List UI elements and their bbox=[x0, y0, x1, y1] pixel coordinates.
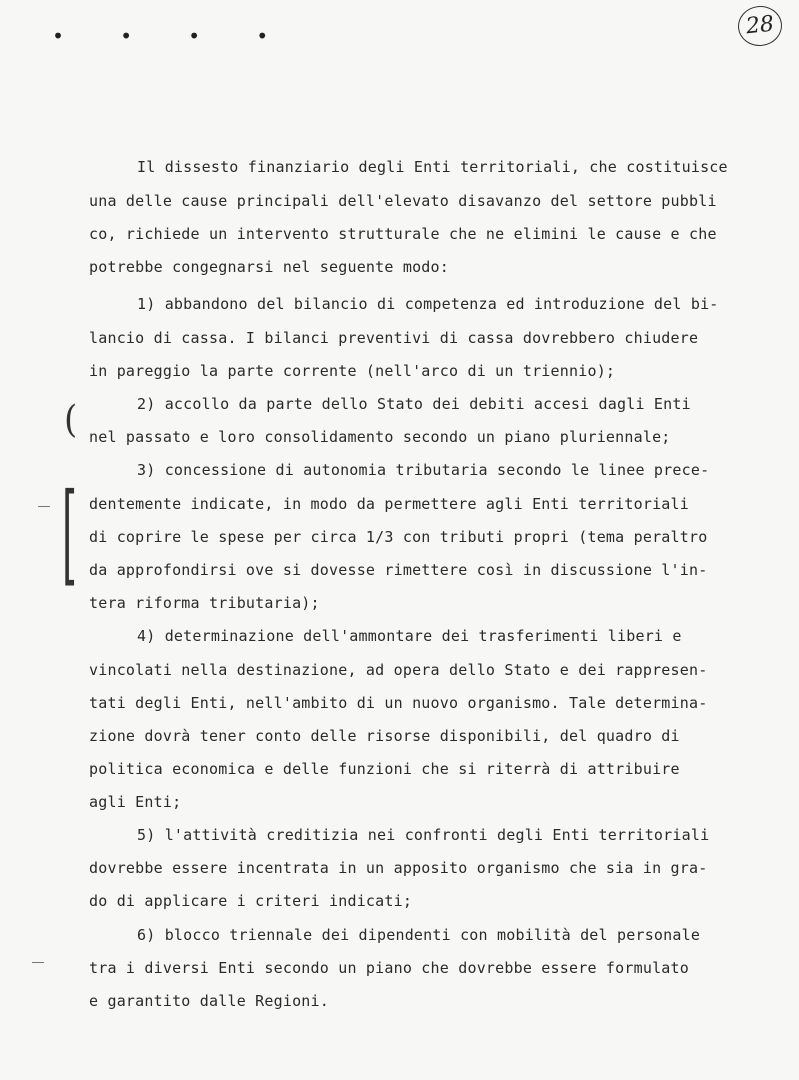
text-line: nel passato e loro consolidamento secondo un piano pluriennale; bbox=[89, 428, 671, 446]
margin-bracket-mark: ( bbox=[64, 398, 78, 442]
text-line: zione dovrà tener conto delle risorse disponibili, del quadro di bbox=[89, 727, 680, 745]
text-line: 5) l'attività creditizia nei confronti degli Enti territoriali bbox=[137, 826, 710, 844]
page-number: 28 bbox=[736, 4, 784, 48]
text-line: 2) accollo da parte dello Stato dei debiti accesi dagli Enti bbox=[137, 395, 691, 413]
text-line: tera riforma tributaria); bbox=[89, 594, 320, 612]
text-line: potrebbe congegnarsi nel seguente modo: bbox=[89, 258, 449, 276]
text-line: 6) blocco triennale dei dipendenti con mobilità del personale bbox=[137, 926, 701, 944]
margin-dash bbox=[38, 506, 50, 507]
text-line: una delle cause principali dell'elevato disavanzo del settore pubbli bbox=[89, 192, 717, 210]
text-line: e garantito dalle Regioni. bbox=[89, 992, 329, 1010]
text-line: tra i diversi Enti secondo un piano che dovrebbe essere formulato bbox=[89, 959, 689, 977]
text-line: in pareggio la parte corrente (nell'arco di un triennio); bbox=[89, 362, 616, 380]
header-dots: • • • • bbox=[52, 24, 291, 48]
text-line: da approfondirsi ove si dovesse rimettere così in discussione l'in- bbox=[89, 561, 708, 579]
text-line: co, richiede un intervento strutturale che ne elimini le cause e che bbox=[89, 225, 717, 243]
margin-bracket-mark-large: [ bbox=[62, 469, 78, 597]
text-line: lancio di cassa. I bilanci preventivi di cassa dovrebbero chiudere bbox=[89, 329, 699, 347]
text-line: vincolati nella destinazione, ad opera dello Stato e dei rappresen- bbox=[89, 661, 708, 679]
text-line: politica economica e delle funzioni che si riterrà di attribuire bbox=[89, 760, 680, 778]
text-line: do di applicare i criteri indicati; bbox=[89, 892, 413, 910]
margin-dash bbox=[32, 962, 44, 963]
text-line: 1) abbandono del bilancio di competenza ed introduzione del bi- bbox=[137, 295, 719, 313]
text-line: Il dissesto finanziario degli Enti territoriali, che costituisce bbox=[137, 158, 728, 176]
text-line: dovrebbe essere incentrata in un apposito organismo che sia in gra- bbox=[89, 859, 708, 877]
text-line: dentemente indicate, in modo da permettere agli Enti territoriali bbox=[89, 495, 689, 513]
text-line: di coprire le spese per circa 1/3 con tributi propri (tema peraltro bbox=[89, 528, 708, 546]
text-line: 4) determinazione dell'ammontare dei trasferimenti liberi e bbox=[137, 627, 682, 645]
text-line: 3) concessione di autonomia tributaria secondo le linee prece- bbox=[137, 461, 710, 479]
text-line: tati degli Enti, nell'ambito di un nuovo organismo. Tale determina- bbox=[89, 694, 708, 712]
text-line: agli Enti; bbox=[89, 793, 182, 811]
